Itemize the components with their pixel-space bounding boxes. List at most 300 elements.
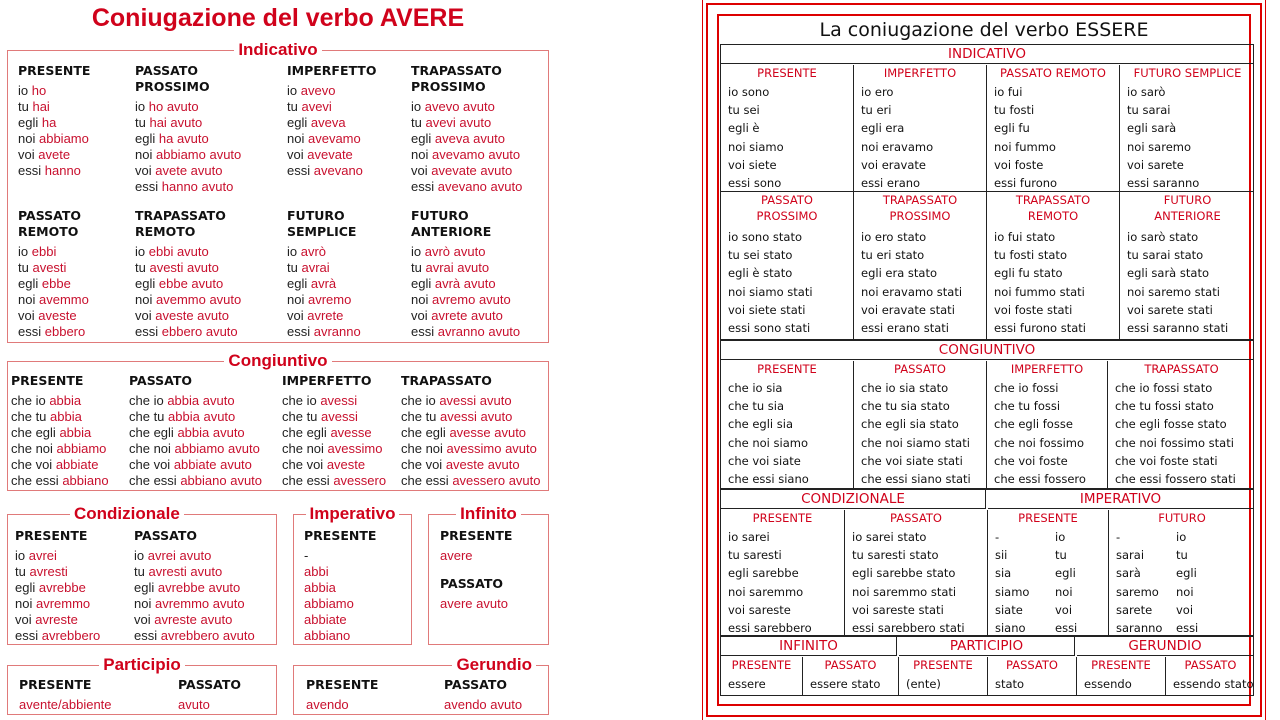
conjugation-row (411, 99, 522, 115)
imperative-form: abbiano (304, 628, 351, 643)
verb-form: avessi (321, 409, 358, 424)
conjugation-row (995, 601, 1108, 619)
conjugation-row: che egli fosse (994, 417, 1073, 432)
pronoun: noi (411, 147, 429, 162)
essere-bottom-column-1 (803, 657, 899, 696)
avere-ind-0-tense: PRESENTE (18, 63, 91, 78)
verb-form: avranno (313, 324, 361, 339)
pronoun: essi (15, 628, 39, 643)
conjugation-row (129, 393, 262, 409)
pronoun: tu (1176, 548, 1188, 563)
essere-cond-tense-0: PRESENTE (752, 511, 813, 525)
imperative-form: abbiate (304, 612, 347, 627)
avere-congiuntivo-label: Congiuntivo (224, 351, 331, 370)
conjugation-row: essi saranno stati (1127, 321, 1229, 336)
avere-infinito-passato-label: PASSATO (440, 576, 503, 591)
pronoun: noi (287, 131, 305, 146)
conjugation-row: tu fosti stato (994, 248, 1067, 263)
conjugation-row: io sarei (728, 530, 770, 544)
verb-form: avessero avuto (452, 473, 541, 488)
avere-ind-6-column (287, 208, 397, 340)
avere-title: Coniugazione del verbo AVERE (91, 4, 465, 32)
essere-bottom-column-0 (721, 657, 803, 696)
conjugation-row (1116, 619, 1255, 637)
pronoun: essi (411, 324, 435, 339)
verb-form: avrei avuto (147, 548, 212, 563)
essere-ind1-column-3 (1120, 65, 1255, 191)
avere-infinito-passato: avere avuto (440, 596, 508, 611)
conjugation-row (287, 276, 397, 292)
conjugation-row: che egli sia (728, 417, 793, 432)
essere-cond-column-1 (845, 510, 988, 636)
avere-gerundio-passato-label: PASSATO (444, 677, 507, 692)
conjugation-row (287, 244, 397, 260)
conjugation-row: egli sarebbe stato (852, 566, 956, 581)
conjugation-row (411, 308, 521, 324)
verb-form: aveste (38, 308, 77, 323)
pronoun: tu (135, 115, 146, 130)
pronoun: essi (287, 163, 311, 178)
conjugation-row: tu sarai (1127, 103, 1171, 118)
verb-form: avrei (28, 548, 57, 563)
avere-participio-box (7, 655, 277, 715)
imperative-form: abbia (304, 580, 336, 595)
pronoun: voi (287, 147, 304, 162)
conjugation-row (135, 131, 245, 147)
pronoun: io (1176, 530, 1187, 544)
essere-ind2-column-3 (1120, 192, 1255, 340)
conjugation-row (18, 99, 90, 115)
conjugation-row: essi sarebbero (728, 621, 812, 636)
pronoun: voi (18, 147, 35, 162)
conjugation-row: che tu fossi stato (1115, 399, 1214, 414)
pronoun: tu (411, 260, 422, 275)
verb-form: - (1116, 530, 1121, 544)
verb-form: saranno (1116, 621, 1163, 636)
verb-form: ebbi (31, 244, 57, 259)
verb-form: abbiamo (38, 131, 89, 146)
pronoun: essi (18, 163, 42, 178)
conjugation-row: tu sei (728, 103, 760, 118)
pronoun: egli (287, 276, 308, 291)
verb-form: avrai (301, 260, 330, 275)
conjugation-row: essi furono stati (994, 321, 1086, 336)
verb-form: aveste (326, 457, 366, 472)
conjugation-row: che noi siamo (728, 435, 808, 450)
conjugation-row (129, 457, 262, 473)
pronoun: io (134, 548, 145, 563)
pronoun: voi (18, 308, 35, 323)
essere-ind2-tense-3: FUTURO ANTERIORE (1154, 193, 1221, 223)
avere-condizionale-box (7, 504, 277, 645)
verb-form: siate (995, 602, 1023, 617)
essere-cond-imp-grid (720, 489, 1254, 636)
verb-form: avesse (330, 425, 372, 440)
essere-ind1-tense-0: PRESENTE (757, 66, 817, 80)
essere-bottom-value-3: stato (995, 677, 1025, 691)
avere-ind-5-column (135, 208, 245, 340)
conjugation-row (18, 163, 90, 179)
conjugation-row: essi saranno (1127, 176, 1200, 191)
conjugation-row (401, 473, 541, 489)
verb-form: - (995, 530, 1000, 544)
conjugation-row: che io fossi stato (1115, 381, 1213, 395)
conjugation-row: tu saresti (728, 548, 782, 563)
conjugation-row: che voi siate stati (861, 453, 963, 468)
verb-form: ha (41, 115, 57, 130)
conjugation-row (135, 163, 245, 179)
conjugation-row (135, 147, 245, 163)
pronoun: io (18, 244, 29, 259)
verb-form: avevamo (307, 131, 361, 146)
avere-ind-3-column (411, 63, 522, 195)
pronoun: che noi (282, 441, 324, 456)
avere-ind-2-column (287, 63, 376, 179)
avere-infinito-label: Infinito (456, 504, 521, 523)
conjugation-row: che noi siamo stati (861, 435, 970, 450)
conjugation-row: che egli fosse stato (1115, 417, 1227, 432)
verb-form: avevo avuto (424, 99, 495, 114)
pronoun: che io (11, 393, 46, 408)
conjugation-row: egli è stato (728, 266, 793, 281)
conjugation-row: tu sei stato (728, 248, 793, 263)
conjugation-row: egli fu (994, 121, 1030, 136)
conjugation-row: essi sono stati (728, 321, 811, 336)
essere-imp-column-1 (1109, 510, 1255, 636)
conjugation-row (15, 548, 100, 564)
verb-form: avete (38, 147, 71, 162)
essere-cong-tense-1: PASSATO (894, 362, 946, 376)
conjugation-row (287, 292, 397, 308)
pronoun: che voi (11, 457, 53, 472)
verb-form: avesse avuto (449, 425, 527, 440)
avere-cong-3-tense: TRAPASSATO (401, 373, 492, 388)
pronoun: voi (1176, 602, 1194, 617)
essere-ind2-tense-0: PASSATO PROSSIMO (756, 193, 818, 223)
avere-ind-1-column (135, 63, 245, 195)
avere-participio-passato: avuto (178, 697, 210, 712)
pronoun: noi (1176, 584, 1194, 599)
verb-form: avessi (320, 393, 358, 408)
verb-form: avevi (301, 99, 332, 114)
verb-form: abbiamo (56, 441, 107, 456)
avere-imperativo-label: Imperativo (306, 504, 400, 523)
conjugation-row: voi sareste (728, 602, 791, 617)
verb-form: avevano avuto (437, 179, 523, 194)
avere-cong-2-column (282, 373, 386, 489)
verb-form: avete avuto (155, 163, 223, 178)
conjugation-row (18, 324, 128, 340)
avere-cond-0-column (15, 528, 100, 644)
conjugation-row (287, 163, 376, 179)
conjugation-row (1116, 583, 1255, 601)
conjugation-row: che voi siate (728, 453, 801, 468)
conjugation-row: io sono (728, 85, 770, 99)
conjugation-row (995, 583, 1108, 601)
verb-form: avesti (32, 260, 67, 275)
conjugation-row (282, 393, 386, 409)
essere-ind1-tense-1: IMPERFETTO (883, 66, 957, 80)
conjugation-row: voi eravate (861, 157, 926, 172)
conjugation-row: io fui (994, 85, 1023, 99)
avere-gerundio-presente: avendo (306, 697, 349, 712)
conjugation-row (411, 131, 522, 147)
conjugation-row (11, 457, 109, 473)
conjugation-row: noi saremmo (728, 584, 804, 599)
conjugation-row (11, 473, 109, 489)
pronoun: voi (135, 163, 152, 178)
pronoun: essi (287, 324, 311, 339)
pronoun: tu (18, 99, 29, 114)
pronoun: che egli (282, 425, 327, 440)
conjugation-row (411, 115, 522, 131)
verb-form: ho (31, 83, 47, 98)
essere-ind1-tense-3: FUTURO SEMPLICE (1133, 66, 1242, 80)
verb-form: siamo (995, 584, 1030, 599)
pronoun: noi (18, 292, 36, 307)
conjugation-row: che io sia stato (861, 381, 949, 395)
pronoun: io (287, 83, 298, 98)
essere-cong-column-3 (1108, 361, 1255, 489)
verb-form: avevate (307, 147, 353, 162)
verb-form: abbiamo avuto (155, 147, 242, 162)
essere-cond-column-0 (721, 510, 845, 636)
conjugation-row: tu eri stato (861, 248, 925, 263)
verb-form: abbiate avuto (173, 457, 252, 472)
conjugation-row (287, 83, 376, 99)
essere-bottom-column-3 (988, 657, 1077, 696)
imperative-form: - (304, 548, 309, 563)
pronoun: che noi (401, 441, 443, 456)
pronoun: noi (135, 292, 153, 307)
pronoun: tu (411, 115, 422, 130)
pronoun: tu (1055, 548, 1067, 563)
verb-form: avrà (310, 276, 337, 291)
pronoun: noi (411, 292, 429, 307)
pronoun: egli (134, 580, 155, 595)
conjugation-row (18, 260, 128, 276)
essere-bottom-tense-5: PASSATO (1184, 658, 1237, 672)
pronoun: che voi (401, 457, 443, 472)
conjugation-row: noi saremo stati (1127, 284, 1220, 299)
verb-form: aveva (310, 115, 346, 130)
essere-ind2-tense-1: TRAPASSATO PROSSIMO (882, 193, 958, 223)
conjugation-row: io fui stato (994, 230, 1056, 244)
pronoun: voi (135, 308, 152, 323)
essere-imperativo-label: IMPERATIVO (988, 490, 1253, 509)
pronoun: egli (18, 115, 39, 130)
avere-cond-0-tense: PRESENTE (15, 528, 88, 543)
conjugation-row (18, 83, 90, 99)
conjugation-row (15, 612, 100, 628)
avere-ind-1-tense: PASSATO PROSSIMO (135, 63, 210, 94)
essere-ind1-column-2 (987, 65, 1120, 191)
conjugation-row: che noi fossimo (994, 435, 1085, 450)
conjugation-row (401, 409, 541, 425)
essere-cong-column-1 (854, 361, 987, 489)
conjugation-row: io sarei stato (852, 530, 927, 544)
pronoun: che egli (401, 425, 446, 440)
conjugation-row (995, 619, 1108, 637)
verb-form: ho avuto (148, 99, 199, 114)
verb-form: sarai (1116, 548, 1145, 563)
conjugation-row (15, 564, 100, 580)
conjugation-row (18, 276, 128, 292)
pronoun: voi (15, 612, 32, 627)
avere-ind-3-tense: TRAPASSATO PROSSIMO (411, 63, 502, 94)
verb-form: avremo avuto (431, 292, 511, 307)
conjugation-row (995, 528, 1108, 546)
verb-form: hai avuto (149, 115, 203, 130)
conjugation-row: che essi siano stati (861, 472, 971, 487)
avere-imperativo-tense: PRESENTE (304, 528, 377, 543)
conjugation-row: noi fummo stati (994, 284, 1085, 299)
avere-cong-0-column (11, 373, 109, 489)
essere-title: La coniugazione del verbo ESSERE (819, 19, 1149, 41)
conjugation-row: io sarò (1127, 85, 1166, 99)
essere-bottom-value-4: essendo (1084, 677, 1132, 691)
avere-gerundio-presente-label: PRESENTE (306, 677, 379, 692)
verb-form: hanno (44, 163, 81, 178)
conjugation-row: essi sono (728, 176, 782, 191)
conjugation-row (15, 580, 100, 596)
conjugation-row: noi eravamo stati (861, 284, 963, 299)
avere-chart (0, 0, 556, 720)
avere-cong-1-column (129, 373, 262, 489)
pronoun: che essi (129, 473, 177, 488)
conjugation-row: egli era (861, 121, 905, 136)
conjugation-row (287, 324, 397, 340)
conjugation-row (11, 441, 109, 457)
verb-form: avrebbero avuto (160, 628, 255, 643)
verb-form: avemmo avuto (155, 292, 242, 307)
conjugation-row: noi siamo (728, 139, 784, 154)
pronoun: noi (135, 147, 153, 162)
conjugation-row (995, 564, 1108, 582)
verb-form: avrà avuto (434, 276, 496, 291)
verb-form: avrete avuto (431, 308, 503, 323)
conjugation-row: egli era stato (861, 266, 938, 281)
verb-form: ebbi avuto (148, 244, 209, 259)
pronoun: che egli (11, 425, 56, 440)
verb-form: saremo (1116, 584, 1159, 599)
conjugation-row (995, 546, 1108, 564)
imperative-form: abbiamo (304, 596, 354, 611)
conjugation-row (411, 292, 521, 308)
pronoun: che io (401, 393, 436, 408)
essere-ind1-column-1 (854, 65, 987, 191)
pronoun: che egli (129, 425, 174, 440)
verb-form: ha avuto (158, 131, 209, 146)
pronoun: io (135, 99, 146, 114)
pronoun: che tu (11, 409, 47, 424)
conjugation-row: che tu sia stato (861, 399, 950, 414)
essere-cong-tense-2: IMPERFETTO (1010, 362, 1084, 376)
conjugation-row: che essi fossero (994, 472, 1086, 487)
conjugation-row: noi siamo stati (728, 284, 813, 299)
pronoun: egli (18, 276, 39, 291)
pronoun: che tu (401, 409, 437, 424)
avere-ind-2-tense: IMPERFETTO (287, 63, 377, 78)
essere-congiuntivo-label: CONGIUNTIVO (721, 341, 1253, 360)
conjugation-row: che noi fossimo stati (1115, 435, 1234, 450)
avere-participio-passato-label: PASSATO (178, 677, 241, 692)
verb-form: ebbero (44, 324, 86, 339)
conjugation-row: io ero (861, 85, 894, 99)
verb-form: sii (995, 548, 1008, 563)
verb-form: avremo (307, 292, 352, 307)
conjugation-row (1116, 528, 1255, 546)
conjugation-row (18, 292, 128, 308)
pronoun: che voi (282, 457, 324, 472)
essere-cong-column-0 (721, 361, 854, 489)
conjugation-row (135, 276, 245, 292)
conjugation-row: noi saremo (1127, 139, 1192, 154)
verb-form: aveste avuto (445, 457, 520, 472)
pronoun: egli (411, 276, 432, 291)
conjugation-row: egli sarà (1127, 121, 1177, 136)
pronoun: noi (15, 596, 33, 611)
conjugation-row (411, 260, 521, 276)
verb-form: sarete (1116, 602, 1153, 617)
avere-condizionale-label: Condizionale (70, 504, 184, 523)
essere-bottom-column-2 (899, 657, 988, 696)
conjugation-row (287, 147, 376, 163)
essere-bottom-value-0: essere (728, 677, 766, 691)
verb-form: avevano (313, 163, 363, 178)
pronoun: che tu (129, 409, 165, 424)
essere-cong-tense-0: PRESENTE (757, 362, 817, 376)
avere-cond-1-tense: PASSATO (134, 528, 197, 543)
conjugation-row (134, 596, 255, 612)
verb-form: avessi avuto (440, 409, 513, 424)
verb-form: hai (32, 99, 50, 114)
pronoun: che io (129, 393, 164, 408)
avere-infinito-presente: avere (440, 548, 473, 563)
conjugation-row (15, 596, 100, 612)
verb-form: abbia avuto (168, 409, 236, 424)
conjugation-row: che essi siano (728, 472, 809, 487)
pronoun: essi (135, 324, 159, 339)
pronoun: egli (135, 276, 156, 291)
conjugation-row (282, 441, 386, 457)
conjugation-row (401, 441, 541, 457)
essere-participio-label: PARTICIPIO (899, 637, 1075, 656)
avere-gerundio-label: Gerundio (452, 655, 536, 674)
pronoun: io (411, 99, 422, 114)
verb-form: avemmo (38, 292, 89, 307)
conjugation-row (134, 580, 255, 596)
avere-ind-7-tense: FUTURO ANTERIORE (411, 208, 492, 239)
avere-cong-1-tense: PASSATO (129, 373, 192, 388)
verb-form: sia (995, 566, 1012, 581)
verb-form: avresti (29, 564, 68, 579)
avere-gerundio-box (293, 655, 549, 715)
conjugation-row (287, 131, 376, 147)
verb-form: avreste (35, 612, 78, 627)
essere-infinito-label: INFINITO (721, 637, 897, 656)
verb-form: abbia (59, 425, 92, 440)
verb-form: abbiamo avuto (174, 441, 260, 456)
verb-form: avevi avuto (425, 115, 492, 130)
essere-imp-tense-0: PRESENTE (1018, 511, 1078, 525)
avere-gerundio-passato: avendo avuto (444, 697, 523, 712)
conjugation-row (282, 409, 386, 425)
verb-form: avrebbe avuto (157, 580, 241, 595)
pronoun: tu (287, 260, 298, 275)
pronoun: voi (287, 308, 304, 323)
avere-cong-3-column (401, 373, 541, 489)
